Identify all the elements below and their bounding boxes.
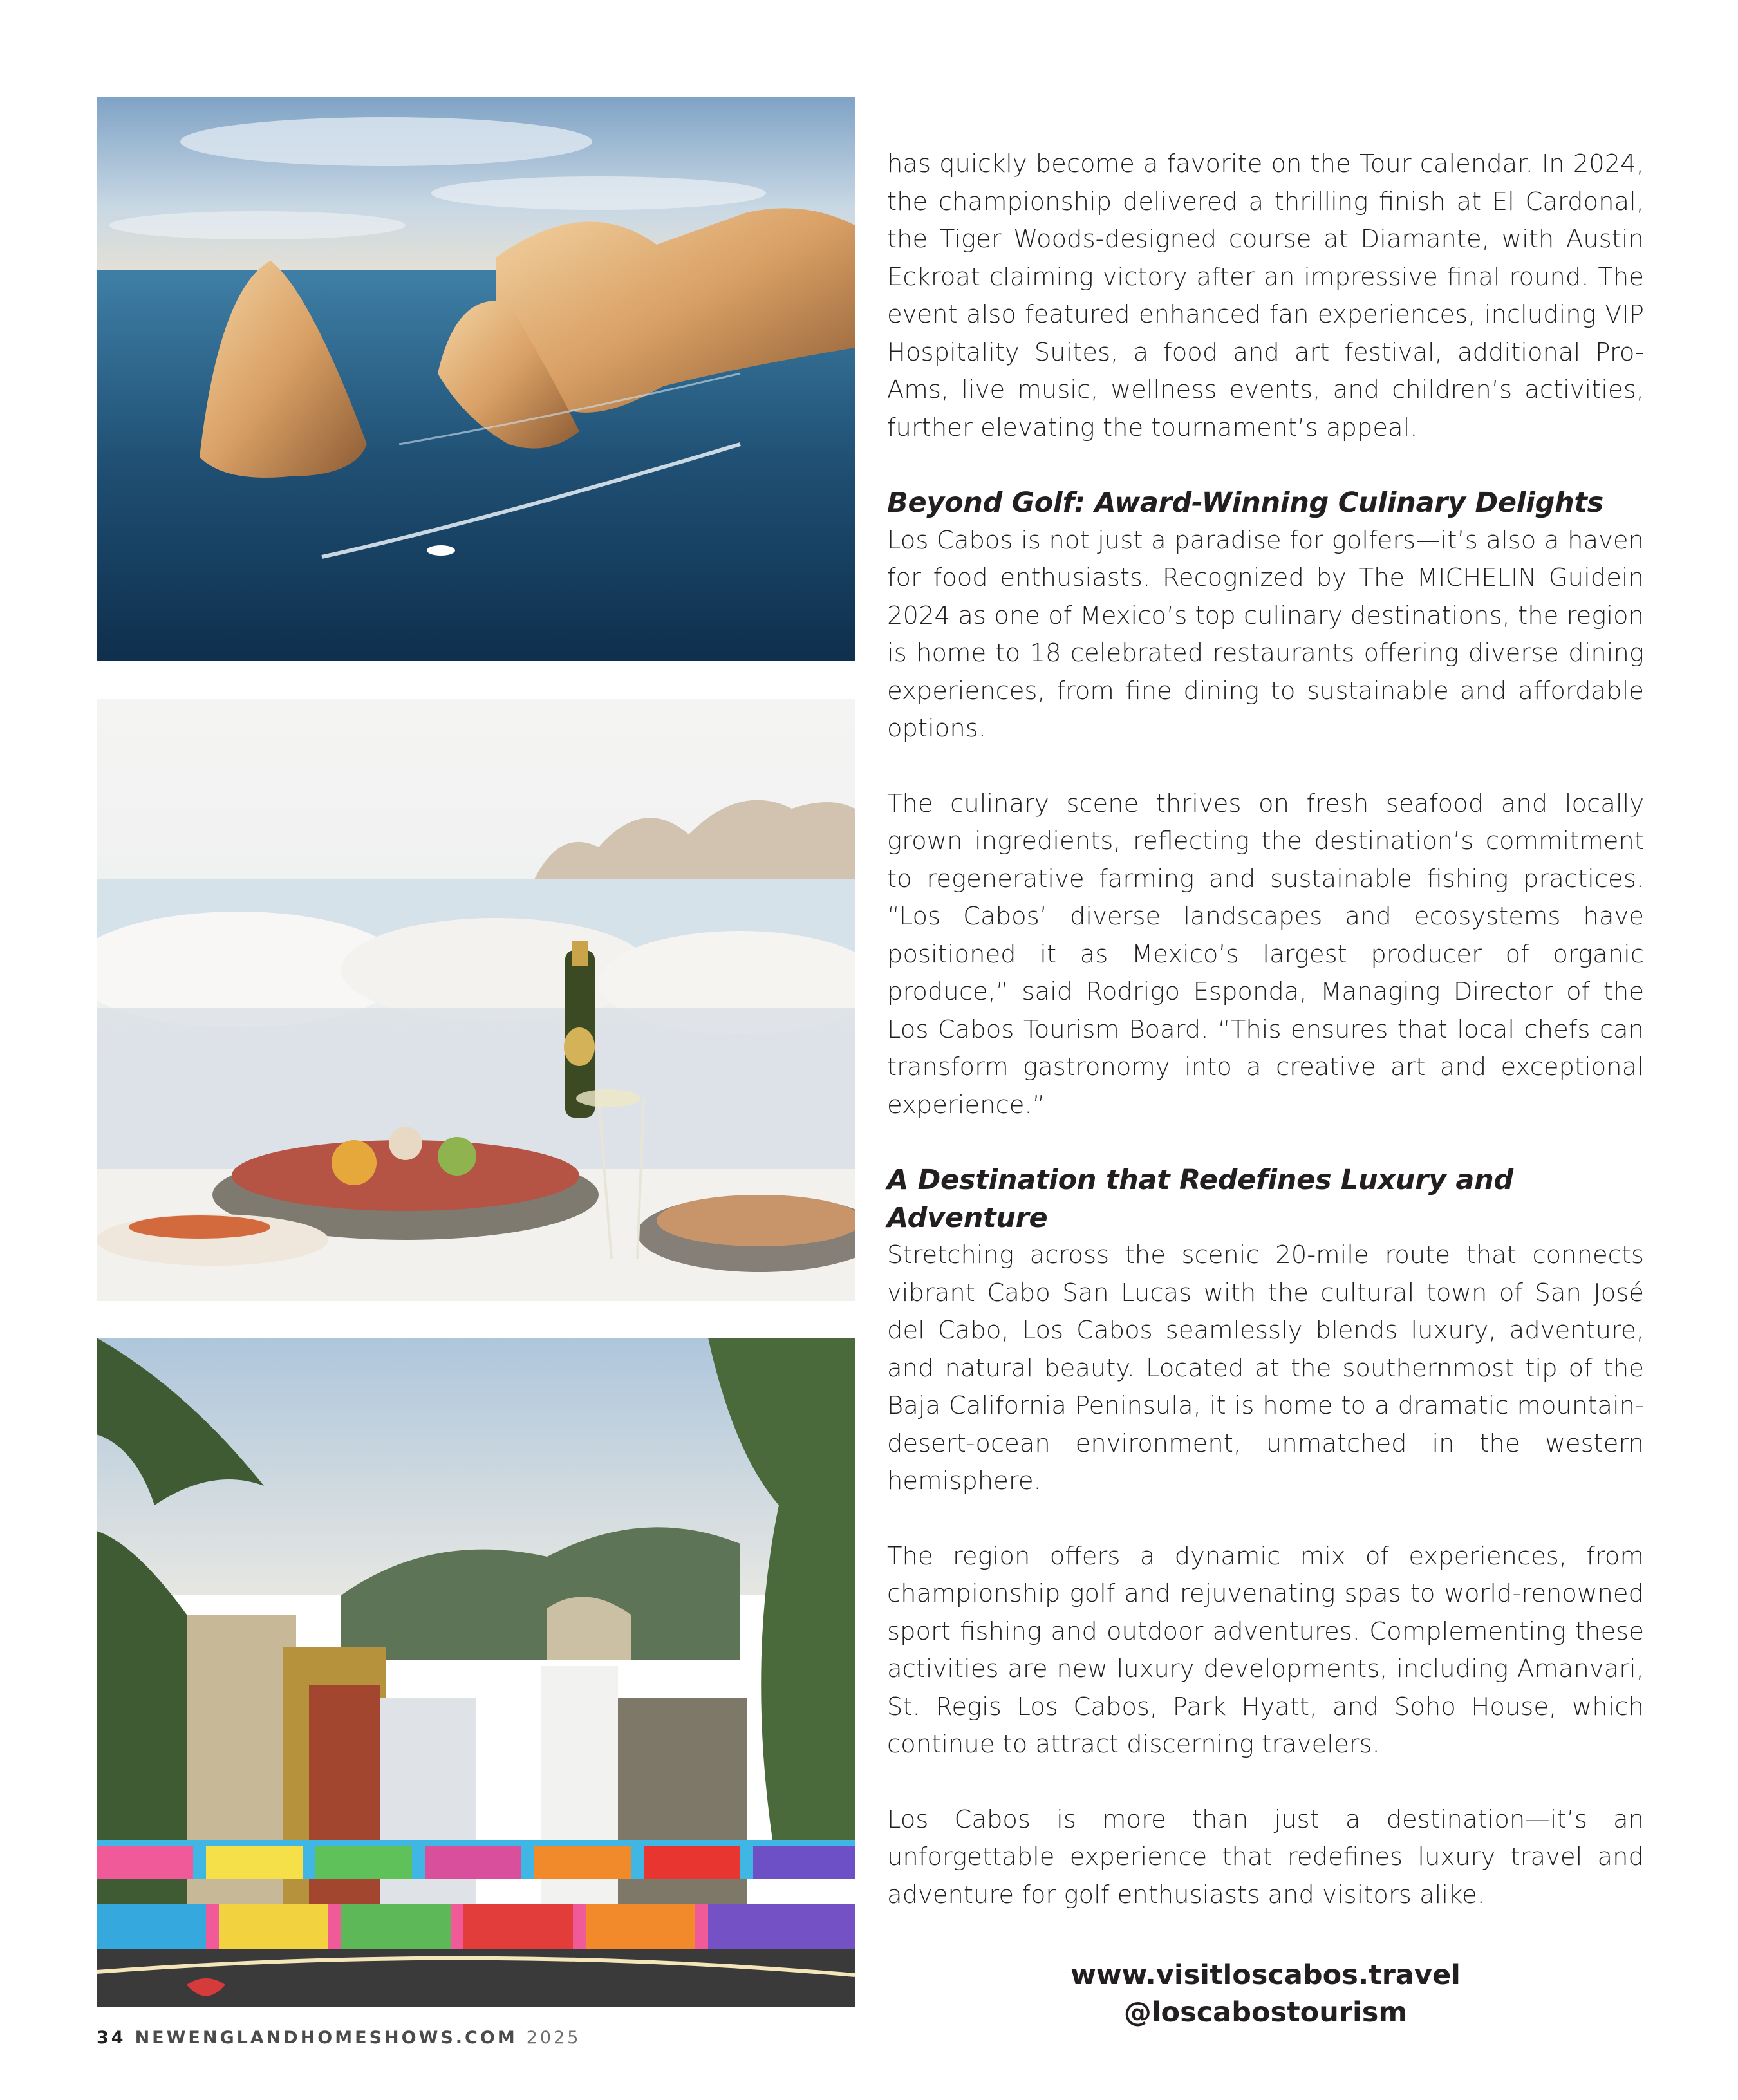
body-paragraph-culinary-1: Los Cabos is not just a paradise for golfers—it’s also a haven for food enthusiasts. Recognized by The MICHELIN Guidein 2024 as one of Mexico’s top culinary destinations, the region is home to 18 celebrated restaurants offering diverse dining experiences, from fine dining to sustainable and affordable options. [887,525,1644,743]
heading-destination: A Destination that Redefines Luxury and Adventure [887,1164,1513,1234]
body-paragraph-culinary-2: The culinary scene thrives on fresh seafood and locally grown ingredients, reflecting the destination’s commitment to regenerative farming and sustainable fishing practices. “Los Cabos’ diverse landscapes and ecosystems have positioned it as Mexico’s largest producer of organic produce,” said Rodrigo Esponda, Managing Director of the Los Cabos Tourism Board. “This ensures that local chefs can transform gastronomy into a creative art and exceptional experience.” [887,789,1644,1120]
contact-links [887,1956,1644,2031]
body-paragraph-destination-2: The region offers a dynamic mix of experiences, from championship golf and rejuvenating spas to world-renowned sport fishing and outdoor adventures. Complementing these activities are new luxury developments, including Amanvari, St. Regis Los Cabos, Park Hyatt, and Soho House, which continue to attract discerning travelers. [887,1541,1644,1759]
body-paragraph-destination-3: Los Cabos is more than just a destination—it’s an unforgettable experience that redefines luxury travel and adventure for golf enthusiasts and visitors alike. [887,1805,1644,1909]
page-number: 34 [97,2028,126,2048]
body-paragraph-tournament: has quickly become a favorite on the Tour calendar. In 2024, the championship delivered a thrilling finish at El Cardonal, the Tiger Woods-designed course at Diamante, with Austin Eckroat claiming victory after an impressive final round. The event also featured enhanced fan experiences, including VIP Hospitality Suites, a food and art festival, additional Pro-Ams, live music, wellness events, and children’s activities, further elevating the tournament’s appeal. [887,149,1644,442]
body-paragraph-destination-1: Stretching across the scenic 20-mile route that connects vibrant Cabo San Lucas with the cultural town of San José del Cabo, Los Cabos seamlessly blends luxury, adventure, and natural beauty. Located at the southernmost tip of the Baja California Peninsula, it is home to a dramatic mountain-desert-ocean environment, unmatched in the western hemisphere. [887,1241,1644,1495]
folio-site: NEWENGLANDHOMESHOWS.COM [135,2028,518,2048]
folio-year: 2025 [526,2028,581,2048]
social-handle[interactable]: @loscabostourism [1123,1996,1408,2029]
article-text-column [887,145,1644,2031]
photo-papel-picado-street [97,1338,855,2007]
photo-seafood-table [97,699,855,1301]
heading-culinary: Beyond Golf: Award-Winning Culinary Delights [887,487,1603,519]
page-folio [97,2028,581,2048]
photo-lands-end-rocks [97,97,855,661]
website-link[interactable]: www.visitloscabos.travel [1070,1959,1461,1991]
